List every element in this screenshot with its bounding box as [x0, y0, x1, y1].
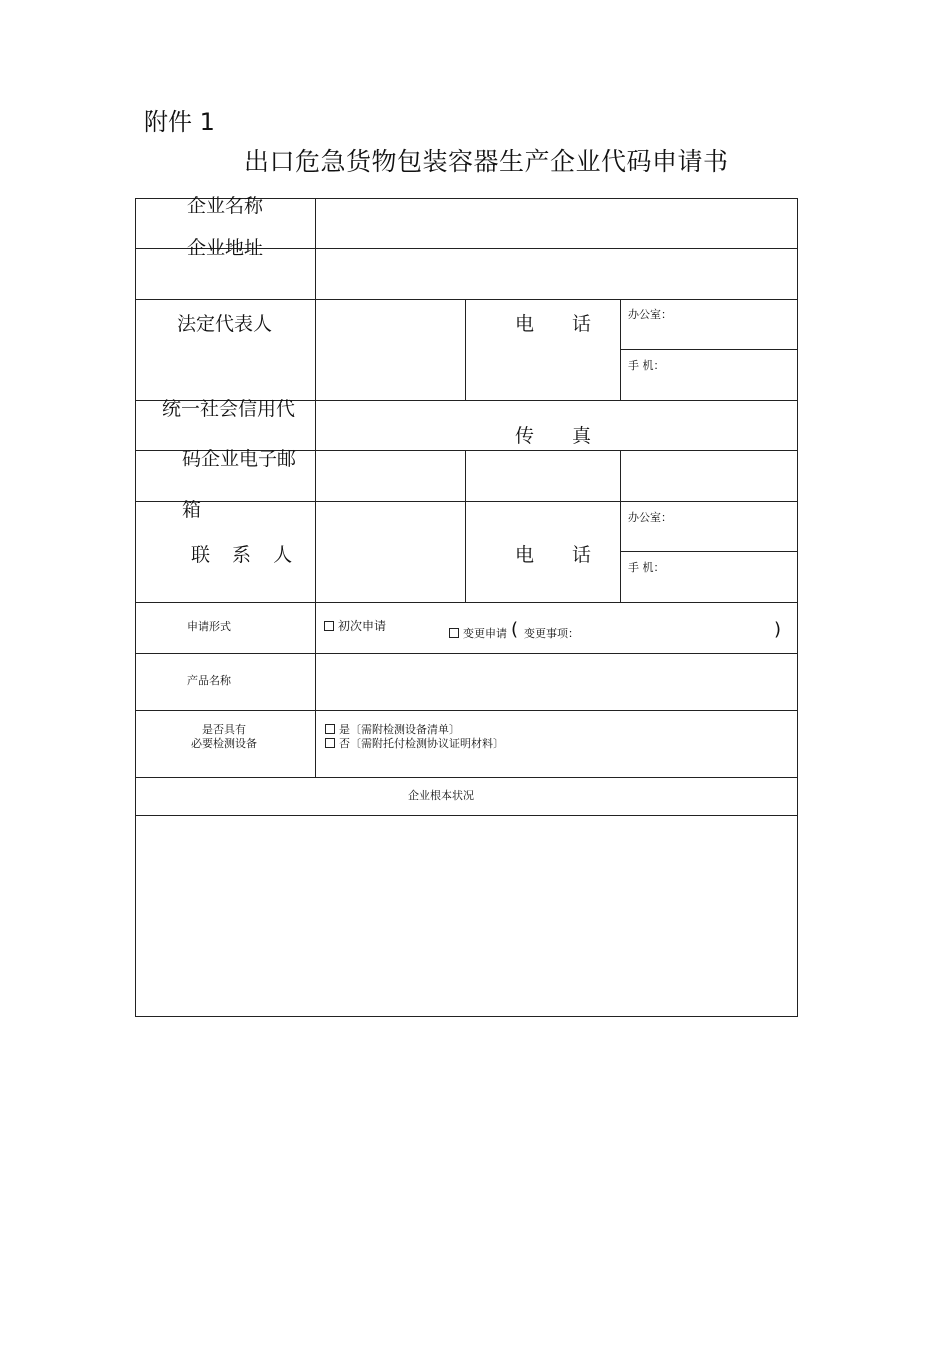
row-divider: [620, 349, 798, 350]
contact-mobile-label: 手 机：: [628, 561, 665, 574]
company-name-input[interactable]: [317, 200, 795, 247]
company-address-input[interactable]: [317, 250, 795, 298]
has-equipment-label-2: 必要检测设备: [191, 737, 257, 750]
change-apply-text: 变更申请: [463, 627, 507, 640]
page-title: 出口危急货物包装容器生产企业代码申请书: [244, 147, 729, 176]
credit-code-input[interactable]: [317, 452, 463, 500]
product-name-input[interactable]: [317, 655, 795, 709]
first-apply-checkbox[interactable]: [324, 621, 334, 631]
row-divider: [135, 501, 798, 502]
table-border-right: [797, 198, 798, 1017]
column-divider: [465, 299, 466, 401]
product-name-label: 产品名称: [187, 674, 231, 687]
row-divider: [135, 710, 798, 711]
row-divider: [135, 777, 798, 778]
has-equipment-label-1: 是否具有: [202, 723, 246, 736]
table-border-left: [135, 198, 136, 1017]
fax-label: 传 真: [515, 425, 608, 447]
basic-status-input[interactable]: [137, 817, 795, 1014]
column-divider: [315, 198, 316, 778]
paren-open: (: [511, 619, 519, 640]
basic-status-label: 企业根本状况: [408, 789, 474, 802]
mobile-phone-input[interactable]: [680, 351, 794, 399]
mobile-phone-label: 手 机：: [628, 359, 665, 372]
column-divider: [465, 450, 466, 603]
attachment-label: 附件 1: [144, 108, 215, 136]
apply-type-label: 申请形式: [187, 620, 231, 633]
first-apply-text: 初次申请: [338, 619, 387, 633]
row-divider: [135, 653, 798, 654]
company-name-label: 企业名称: [187, 195, 264, 217]
row-divider: [135, 299, 798, 300]
credit-code-email-label: 码企业电子邮: [182, 448, 297, 470]
equipment-no-text: 否〔需附托付检测协议证明材料〕: [339, 737, 504, 750]
row-divider: [135, 815, 798, 816]
office-phone-input[interactable]: [680, 301, 794, 348]
column-divider: [620, 299, 621, 401]
column-divider: [620, 450, 621, 603]
change-items-label: 变更事项：: [524, 627, 579, 640]
contact-input[interactable]: [317, 503, 463, 601]
legal-rep-label: 法定代表人: [177, 313, 273, 335]
contact-label: 联 系 人: [191, 544, 301, 566]
change-apply-option[interactable]: [449, 625, 507, 641]
fax-input[interactable]: [622, 452, 795, 500]
phone-label: 电 话: [515, 313, 608, 335]
office-phone-label: 办公室：: [628, 308, 672, 321]
credit-code-label: 统一社会信用代: [162, 398, 296, 420]
equipment-yes-text: 是〔需附检测设备清单〕: [339, 723, 460, 736]
equipment-no-option[interactable]: [325, 735, 504, 751]
change-apply-checkbox[interactable]: [449, 628, 459, 638]
contact-phone-label: 电 话: [515, 544, 608, 566]
paren-close: ): [774, 619, 782, 640]
row-divider: [620, 551, 798, 552]
equipment-no-checkbox[interactable]: [325, 738, 335, 748]
email-label-tail: 箱: [182, 499, 202, 521]
row-divider: [135, 602, 798, 603]
legal-rep-input[interactable]: [317, 301, 463, 399]
first-apply-option[interactable]: [324, 617, 386, 634]
table-border-bottom: [135, 1016, 798, 1017]
contact-office-label: 办公室：: [628, 511, 672, 524]
company-address-label: 企业地址: [187, 237, 264, 259]
equipment-yes-checkbox[interactable]: [325, 724, 335, 734]
